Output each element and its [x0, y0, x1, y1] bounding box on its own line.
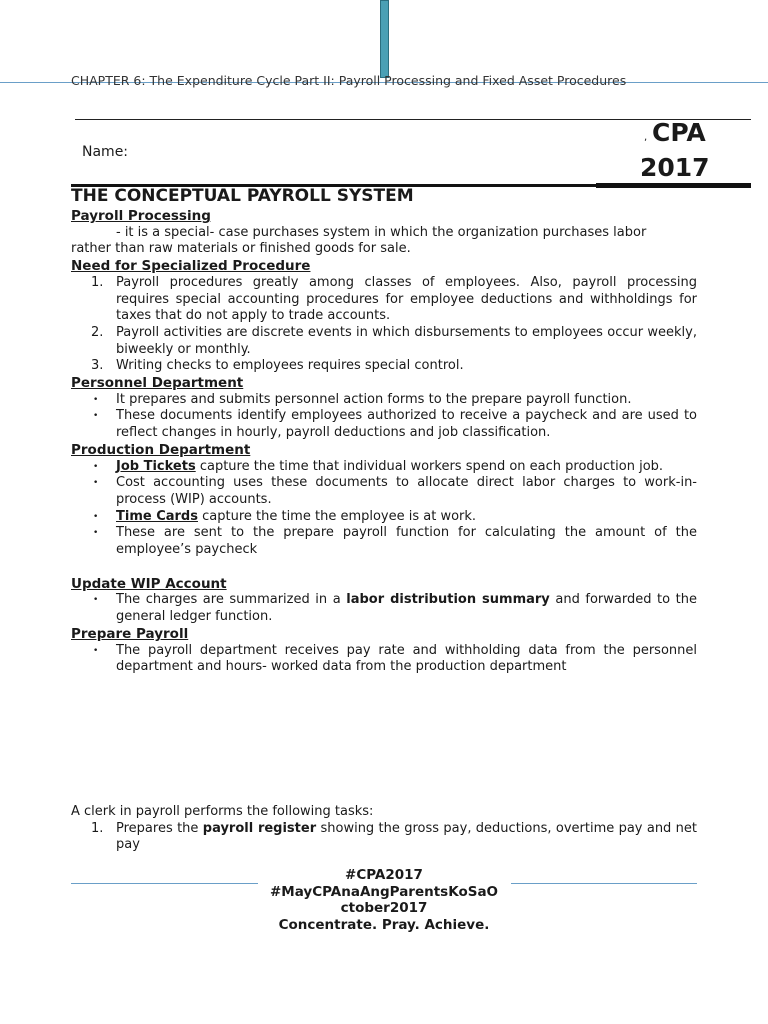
production-list [71, 459, 697, 559]
bullet-icon: • [93, 394, 99, 405]
list-item: • The payroll department receives pay rate and withholding data from the personnel department and hours- worked data from the production department [93, 642, 697, 675]
clerk-list [71, 821, 697, 854]
need-list [71, 275, 697, 375]
payroll-processing-text-first: - it is a special- case purchases system in which the organization purchases labor [116, 224, 647, 240]
list-item: 1. Prepares the payroll register showing the gross pay, deductions, overtime pay and net pay [91, 820, 698, 853]
spacer [71, 559, 697, 576]
list-item: 2. Payroll activities are discrete events in which disbursements to employees occur weekly, biweekly or monthly. [91, 324, 697, 357]
bullet-icon: • [93, 528, 99, 539]
term-labor-distribution-summary: labor distribution summary [346, 592, 550, 608]
list-item: • Cost accounting uses these documents to allocate direct labor charges to work-in-process (WIP) accounts. [93, 475, 697, 507]
list-item: • It prepares and submits personnel action forms to the prepare payroll function. [93, 391, 632, 407]
update-wip-list [71, 592, 697, 625]
term-job-tickets: Job Tickets [116, 458, 196, 474]
personnel-list [71, 392, 697, 442]
bullet-icon: • [93, 645, 99, 656]
section-heading-personnel: Personnel Department [71, 375, 244, 392]
clerk-intro: A clerk in payroll performs the following tasks: [71, 804, 374, 819]
list-item: • These documents identify employees authorized to receive a paycheck and are used to reflect changes in hourly, payroll deductions and job classification. [93, 408, 697, 441]
name-rule-top [75, 119, 751, 120]
clerk-section [71, 804, 697, 854]
list-item: 3. Writing checks to employees requires special control. [91, 358, 464, 374]
page-title: THE CONCEPTUAL PAYROLL SYSTEM [71, 186, 414, 206]
term-payroll-register: payroll register [202, 820, 317, 836]
cpa-badge-text: CPA [652, 118, 706, 147]
section-heading-update-wip: Update WIP Account [71, 575, 227, 592]
document-body [71, 186, 697, 676]
footer-hashtag-1: #CPA2017 [345, 867, 423, 883]
footer [71, 867, 697, 933]
payroll-processing-text-rest: rather than raw materials or finished goods for sale. [71, 241, 411, 257]
footer-hashtag-2-cont: ctober2017 [340, 900, 428, 916]
bullet-icon: • [93, 511, 99, 522]
list-item: • Job Tickets capture the time that individual workers spend on each production job. [93, 458, 664, 474]
footer-motto: Concentrate. Pray. Achieve. [278, 916, 490, 933]
top-bookmark-bar [380, 0, 389, 78]
chapter-header: CHAPTER 6: The Expenditure Cycle Part II: Payroll Processing and Fixed Asset Procedures [71, 73, 627, 88]
cpa-badge-year: 2017 [640, 153, 710, 182]
term-time-cards: Time Cards [116, 508, 198, 524]
name-label: Name: [82, 144, 129, 160]
bullet-icon: • [93, 595, 99, 606]
footer-hashtag-2: #MayCPAnaAngParentsKoSaO [269, 883, 499, 900]
list-item: • Time Cards capture the time the employee is at work. [93, 508, 477, 524]
bullet-icon: • [93, 461, 99, 472]
list-item: • The charges are summarized in a labor distribution summary and forwarded to the general ledger function. [93, 592, 697, 625]
section-heading-need: Need for Specialized Procedure [71, 258, 311, 275]
badge-comma: , [644, 132, 648, 143]
prepare-payroll-list [71, 643, 697, 676]
bullet-icon: • [93, 411, 99, 422]
section-heading-production: Production Department [71, 441, 251, 458]
section-heading-prepare-payroll: Prepare Payroll [71, 625, 189, 642]
bullet-icon: • [93, 478, 99, 489]
list-item: • These are sent to the prepare payroll function for calculating the amount of the employee’s paycheck [93, 525, 697, 558]
list-item: 1. Payroll procedures greatly among classes of employees. Also, payroll processing requires special accounting procedures for employee deductions and withholdings for taxes that do not apply to trade accounts. [91, 274, 697, 324]
section-heading-payroll-processing: Payroll Processing [71, 208, 211, 224]
